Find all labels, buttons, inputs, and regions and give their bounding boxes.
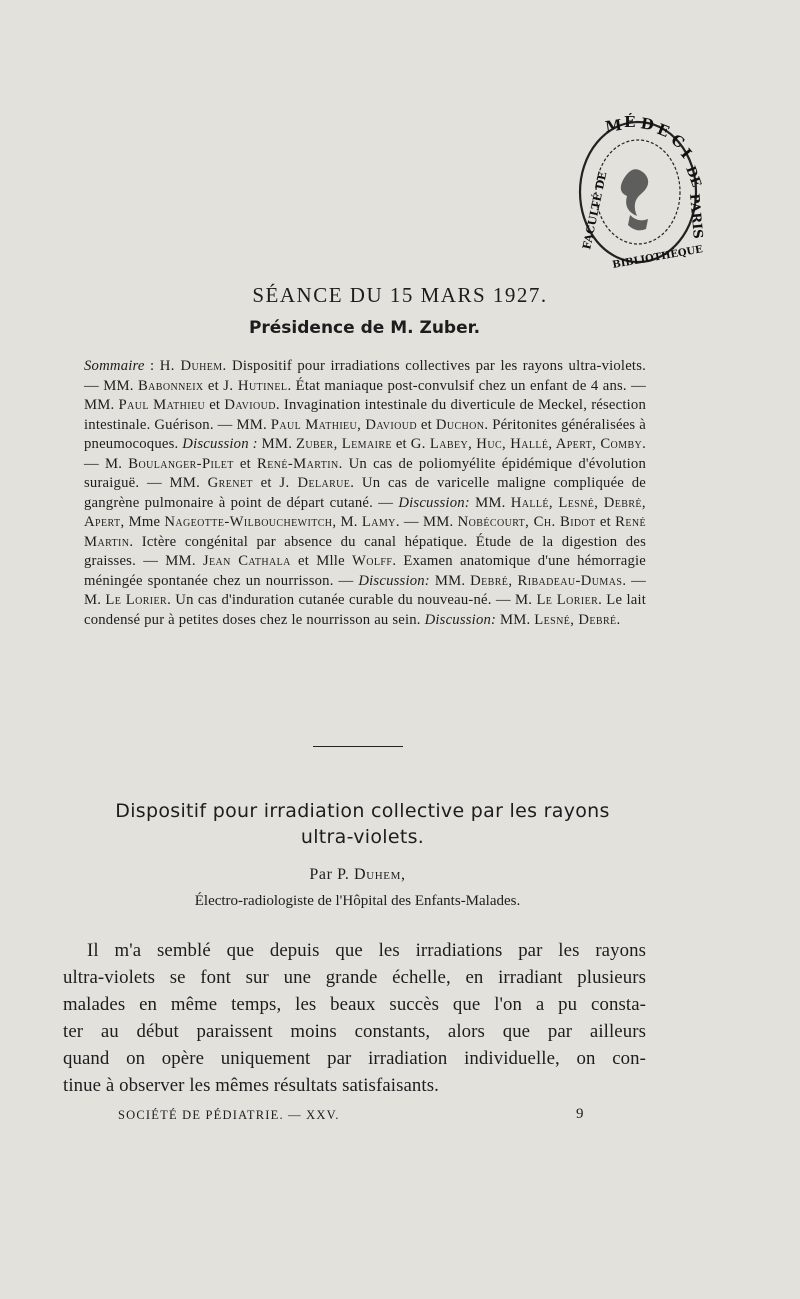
sommaire-name: J. Delarue [279, 475, 351, 491]
sommaire-name: René-Martin [257, 455, 339, 472]
running-footer: SOCIÉTÉ DE PÉDIATRIE. — XXV. [118, 1108, 340, 1122]
sommaire-name: J. Hutinel [223, 377, 288, 394]
sommaire-text: . Invagination intestinale du diverticule de Meckel, résection intestinale. Guérison. — MM. [84, 397, 647, 433]
library-stamp [568, 110, 708, 280]
sommaire-text: . Un cas de poliomyélite épidémique d'évolution suraiguë. — MM. [84, 455, 647, 491]
author-name: Duhem [354, 866, 401, 883]
sommaire-text: . Le lait condensé pur à petites doses chez le nourrisson au sein. [84, 592, 647, 628]
svg-text:É: É [624, 113, 636, 131]
sommaire-text: . État maniaque post-convulsif chez un enfant de 4 ans. — MM. [84, 377, 646, 413]
sommaire-name: Babonneix [137, 377, 204, 394]
body-line: tinue à observer les mêmes résultats satisfaisants. [63, 1075, 439, 1096]
svg-text:I: I [676, 145, 696, 162]
sommaire-name: René Martin [84, 514, 646, 550]
sommaire-name: Grenet [207, 475, 253, 491]
body-line: ultra-violets se font sur une grande échelle, en irradiant plusieurs [63, 967, 646, 988]
svg-text:D: D [639, 114, 656, 135]
svg-text:PARIS: PARIS [686, 193, 705, 240]
svg-text:BIBLIOTHÈQUE: BIBLIOTHÈQUE [611, 244, 704, 271]
section-divider [313, 746, 403, 747]
body-line: malades en même temps, les beaux succès que l'on a pu consta- [63, 994, 646, 1015]
sommaire-text: , M. [332, 514, 362, 530]
sommaire-name: Boulanger-Pilet [128, 455, 234, 472]
sommaire-name: Duchon [435, 416, 485, 433]
sommaire-name: Wolff [352, 553, 393, 569]
author-suffix: , [401, 866, 406, 883]
sommaire-name: Paul Mathieu, Davioud [270, 416, 417, 433]
article-title [60, 798, 665, 850]
sommaire-name: H. Duhem. [159, 358, 227, 374]
article-author [0, 866, 715, 884]
sommaire-text: . Examen anatomique d'une hémorragie méningée spontanée chez un nourrisson. — [84, 553, 647, 589]
sommaire-text: MM. [496, 611, 535, 628]
author-prefix: Par P. [309, 866, 355, 883]
sommaire-text: et [595, 514, 616, 530]
sommaire-name: Le Lorier [105, 592, 168, 608]
sommaire-discussion-label: Discussion: [424, 611, 497, 628]
sommaire-name: Debré, Ribadeau-Dumas [470, 572, 623, 589]
sommaire-name: Hallé, Lesné, Debré, Apert [84, 494, 646, 530]
sommaire-text: MM. [429, 572, 471, 589]
sommaire-name: Nobécourt, Ch. Bidot [457, 514, 596, 530]
sommaire-body [84, 358, 646, 628]
sommaire-text: . [616, 611, 621, 628]
sommaire-name: G. Labey, Huc, Hallé, Apert, Comby [410, 436, 643, 452]
sommaire-name: Lesné, Debré [534, 611, 617, 628]
sommaire-text: Dispositif pour irradiations collectives par les rayons ultra-violets. — MM. [84, 358, 647, 394]
sommaire-colon: : [144, 358, 160, 374]
sommaire-name: Jean Cathala [202, 553, 291, 569]
author-affiliation: Électro-radiologiste de l'Hôpital des Enfants-Malades. [194, 893, 521, 909]
sommaire-discussion-label: Discussion: [358, 572, 430, 589]
sommaire-text: . — M. [84, 436, 647, 472]
sommaire-text: . — M. [84, 572, 646, 608]
sommaire-name: Zuber, Lemaire [295, 436, 392, 452]
sommaire-text: et [252, 475, 280, 491]
sommaire-text: . Un cas de varicelle maligne compliquée de gangrène pulmonaire à point de départ cutané. — [84, 475, 646, 511]
sommaire-text: et [416, 416, 436, 433]
article-body [63, 937, 646, 1099]
svg-text:C: C [667, 130, 688, 153]
sommaire-text: et Mlle [290, 553, 353, 569]
page-number: 9 [576, 1106, 584, 1122]
sommaire-paragraph [84, 357, 646, 630]
sommaire-text: et [205, 397, 225, 413]
svg-text:M: M [604, 115, 624, 136]
article-title-line: Dispositif pour irradiation collective par les rayons [115, 800, 610, 822]
sommaire-text: MM. [257, 436, 296, 452]
sommaire-text: et [233, 455, 258, 472]
svg-text:FACULTÉ DE: FACULTÉ DE [580, 170, 610, 251]
sommaire-name: Lamy [361, 514, 396, 530]
sommaire-discussion-label: Discussion : [182, 436, 258, 452]
sommaire-discussion-label: Discussion: [398, 494, 470, 511]
svg-text:E: E [654, 120, 672, 141]
svg-text:DE: DE [682, 164, 704, 190]
sommaire-text: et [203, 377, 224, 394]
sommaire-text: . Ictère congénital par absence du canal hépatique. Étude de la digestion des graisses. — MM. [84, 533, 646, 569]
presidence-heading: Présidence de M. Zuber. [248, 318, 481, 338]
article-title-line: ultra-violets. [300, 826, 425, 848]
sommaire-name: Nageotte-Wilbouchewitch [164, 514, 333, 530]
sommaire-name: Paul Mathieu [118, 397, 206, 413]
body-line: Il m'a semblé que depuis que les irradiations par les rayons [87, 940, 646, 961]
body-line: quand on opère uniquement par irradiation individuelle, on con- [63, 1048, 646, 1069]
sommaire-text: , Mme [120, 514, 165, 530]
body-line: ter au début paraissent moins constants, alors que par ailleurs [63, 1021, 646, 1042]
sommaire-name: Davioud [224, 397, 276, 413]
sommaire-text: . — MM. [395, 514, 458, 530]
sommaire-name: Le Lorier [536, 592, 599, 608]
sommaire-text: et [391, 436, 411, 452]
seance-heading: SÉANCE DU 15 MARS 1927. [252, 283, 548, 307]
sommaire-label: Sommaire [84, 358, 145, 374]
sommaire-text: MM. [469, 494, 511, 511]
sommaire-text: . Péritonites généralisées à pneumocoques. [84, 416, 646, 452]
sommaire-text: . Un cas d'induration cutanée curable du nouveau-né. — M. [167, 592, 537, 608]
